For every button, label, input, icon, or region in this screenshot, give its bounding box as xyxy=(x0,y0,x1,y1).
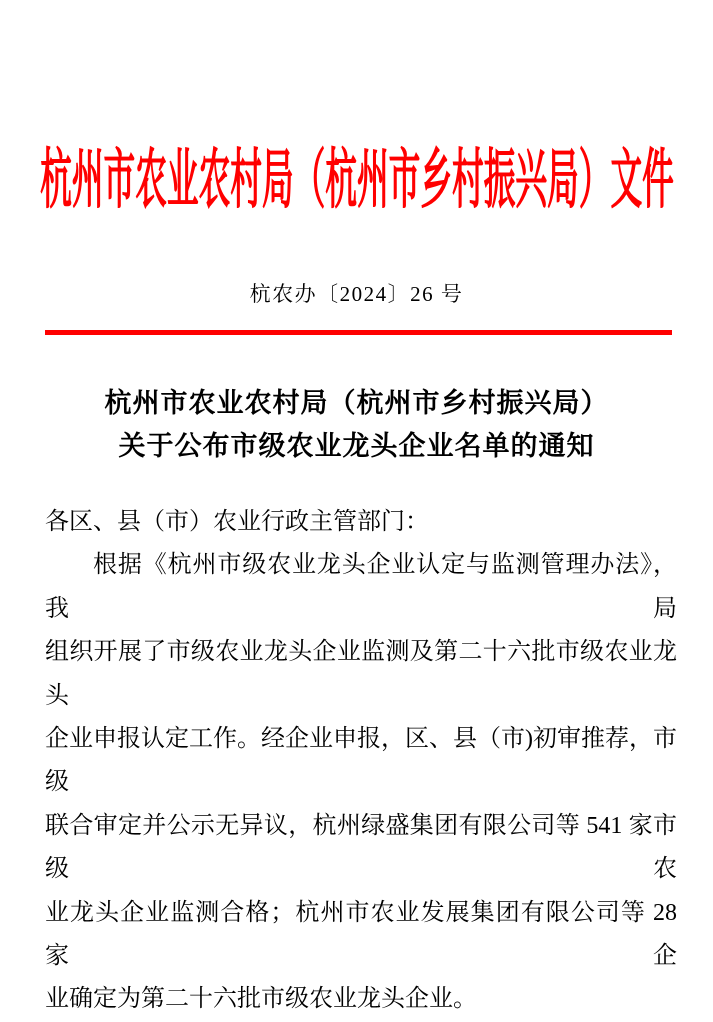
paragraph-line: 业确定为第二十六批市级农业龙头企业。 xyxy=(45,986,477,1013)
document-title xyxy=(0,382,713,468)
paragraph-line: 联合审定并公示无异议，杭州绿盛集团有限公司等 541 家市级农 xyxy=(45,812,677,883)
red-header-text: 杭州市农业农村局（杭州市乡村振兴局）文件 xyxy=(39,143,674,216)
paragraph-line: 业龙头企业监测合格；杭州市农业发展集团有限公司等 28 家企 xyxy=(45,899,677,970)
document-title-line2: 关于公布市级农业龙头企业名单的通知 xyxy=(118,431,595,461)
document-body xyxy=(45,501,677,1022)
red-divider-rule xyxy=(45,330,672,335)
paragraph-line: 根据《杭州市级农业龙头企业认定与监测管理办法》，我局 xyxy=(45,552,677,622)
red-header-banner xyxy=(0,128,713,222)
document-number: 杭农办〔2024〕26 号 xyxy=(249,282,464,306)
document-title-line1: 杭州市农业农村局（杭州市乡村振兴局） xyxy=(104,388,609,418)
paragraph-line: 组织开展了市级农业龙头企业监测及第二十六批市级农业龙头 xyxy=(45,639,677,709)
salutation-line: 各区、县（市）农业行政主管部门： xyxy=(45,509,429,535)
paragraph-line: 企业申报认定工作。经企业申报，区、县（市)初审推荐，市级 xyxy=(45,726,677,796)
